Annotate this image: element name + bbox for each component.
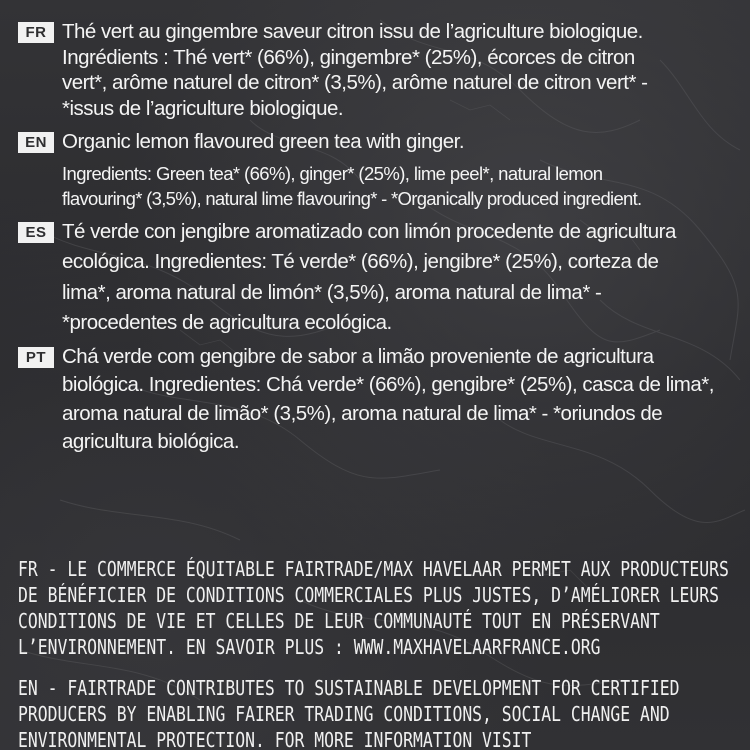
section-text-line: agricultura biológica. (62, 430, 240, 453)
language-tag-es: ES (18, 222, 54, 243)
section-text-line: Té verde con jengibre aromatizado con limón procedente de agricultura (62, 219, 676, 243)
section-es (18, 219, 740, 336)
section-pt (18, 344, 740, 455)
section-text-line: Organic lemon flavoured green tea with ginger. (62, 130, 465, 153)
section-text-line: aroma natural de limão* (3,5%), aroma natural de lima* - *oriundos de (62, 401, 663, 425)
section-fr (18, 19, 740, 121)
section-text-line: *issus de l’agriculture biologique. (62, 96, 344, 120)
section-text-line: lima*, aroma natural de limón* (3,5%), aroma natural de lima* - (62, 280, 602, 304)
section-text-line: vert*, arôme naturel de citron* (3,5%), arôme naturel de citron vert* - (62, 71, 648, 94)
fairtrade-fr-block (18, 556, 729, 660)
fairtrade-text-line: PRODUCERS BY ENABLING FAIRER TRADING CONDITIONS, SOCIAL CHANGE AND (18, 702, 670, 726)
fairtrade-text-line: FR - LE COMMERCE ÉQUITABLE FAIRTRADE/MAX HAVELAAR PERMET AUX PRODUCTEURS (18, 557, 729, 581)
section-en (18, 129, 740, 212)
fairtrade-text-line: CONDITIONS DE VIE ET CELLES DE LEUR COMMUNAUTÉ TOUT EN PRÉSERVANT (18, 609, 660, 633)
section-text-line: flavouring* (3,5%), natural lime flavouring* - *Organically produced ingredient. (62, 188, 642, 209)
section-text-line: Chá verde com gengibre de sabor a limão proveniente de agricultura (62, 344, 654, 368)
language-tag-fr: FR (18, 22, 54, 43)
section-text-line: Ingrédients : Thé vert* (66%), gingembre* (25%), écorces de citron (62, 45, 635, 69)
language-tag-pt: PT (18, 347, 54, 368)
fairtrade-text-line: EN - FAIRTRADE CONTRIBUTES TO SUSTAINABLE DEVELOPMENT FOR CERTIFIED (18, 676, 680, 700)
fairtrade-en-block (18, 675, 680, 750)
section-text-line: Thé vert au gingembre saveur citron issu de l’agriculture biologique. (62, 20, 643, 43)
fairtrade-text-line: DE BÉNÉFICIER DE CONDITIONS COMMERCIALES PLUS JUSTES, D’AMÉLIORER LEURS (18, 583, 720, 607)
ingredients-block (18, 19, 740, 455)
fairtrade-text-line: ENVIRONMENTAL PROTECTION. FOR MORE INFORMATION VISIT (18, 728, 532, 750)
fairtrade-text-line: L’ENVIRONNEMENT. EN SAVOIR PLUS : WWW.MAXHAVELAARFRANCE.ORG (18, 635, 601, 659)
section-text-line: Ingredients: Green tea* (66%), ginger* (25%), lime peel*, natural lemon (62, 162, 603, 184)
section-text-line: biológica. Ingredientes: Chá verde* (66%), gengibre* (25%), casca de lima*, (62, 373, 714, 396)
language-tag-en: EN (18, 132, 54, 153)
section-text-line: ecológica. Ingredientes: Té verde* (66%), jengibre* (25%), corteza de (62, 250, 659, 273)
section-text-line: *procedentes de agricultura ecológica. (62, 311, 392, 334)
